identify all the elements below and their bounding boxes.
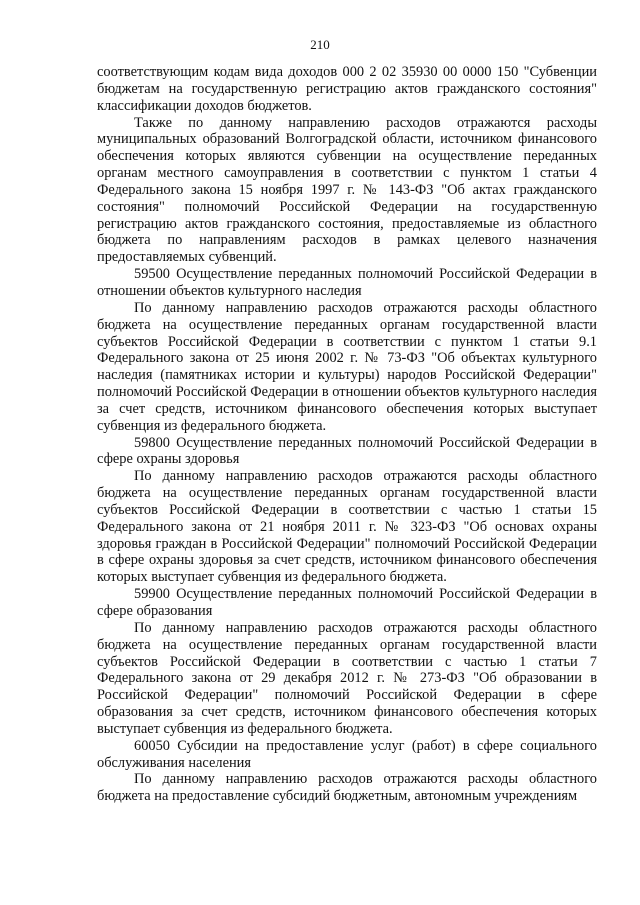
paragraph-cultural-heritage: По данному направлению расходов отражаются расходы областного бюджета на осуществление переданных органам государственной власти субъектов Российской Федерации в соответствии с пунктом 1 статьи 9.1 Федерального закона от 25 июня 2002 г. № 73-ФЗ "Об объектах культурного наследия (памятниках истории и культуры) народов Российской Федерации" полномочий Российской Федерации в отношении объектов культурного наследия за счет средств, источником финансового обеспечения которых выступает субвенция из федерального бюджета. <box>97 299 597 434</box>
section-heading-59800: 59800 Осуществление переданных полномочий Российской Федерации в сфере охраны здоровья <box>97 434 597 468</box>
paragraph-municipal-subventions: Также по данному направлению расходов отражаются расходы муниципальных образований Волгоградской области, источником финансового обеспечения которых являются субвенции на осуществление переданных органам местного самоуправления в соответствии с пунктом 1 статьи 4 Федерального закона 15 ноября 1997 г. № 143-ФЗ "Об актах гражданского состояния" полномочий Российской Федерации на государственную регистрацию актов гражданского состояния, предоставляемые из областного бюджета по направлениям расходов в рамках целевого назначения предоставляемых субвенций. <box>97 114 597 266</box>
document-body <box>97 64 597 805</box>
paragraph-social-services: По данному направлению расходов отражаются расходы областного бюджета на предоставление субсидий бюджетным, автономным учреждениям <box>97 771 597 805</box>
section-heading-59500: 59500 Осуществление переданных полномочий Российской Федерации в отношении объектов культурного наследия <box>97 266 597 299</box>
section-heading-60050: 60050 Субсидии на предоставление услуг (работ) в сфере социального обслуживания населения <box>97 737 597 771</box>
paragraph-education: По данному направлению расходов отражаются расходы областного бюджета на осуществление переданных органам государственной власти субъектов Российской Федерации в соответствии с частью 1 статьи 7 Федерального закона от 29 декабря 2012 г. № 273-ФЗ "Об образовании в Российской Федерации" полномочий Российской Федерации в сфере образования за счет средств, источником финансового обеспечения которых выступает субвенция из федерального бюджета. <box>97 619 597 737</box>
paragraph-health-protection: По данному направлению расходов отражаются расходы областного бюджета на осуществление переданных органам государственной власти субъектов Российской Федерации в соответствии с частью 1 статьи 15 Федерального закона от 21 ноября 2011 г. № 323-ФЗ "Об основах охраны здоровья граждан в Российской Федерации" полномочий Российской Федерации в сфере охраны здоровья за счет средств, источником финансового обеспечения которых выступает субвенция из федерального бюджета. <box>97 468 597 586</box>
paragraph-subvention-classification: соответствующим кодам вида доходов 000 2 02 35930 00 0000 150 "Субвенции бюджетам на государственную регистрацию актов гражданского состояния" классификации доходов бюджетов. <box>97 64 597 114</box>
page-number: 210 <box>310 37 330 52</box>
section-heading-59900: 59900 Осуществление переданных полномочий Российской Федерации в сфере образования <box>97 586 597 619</box>
